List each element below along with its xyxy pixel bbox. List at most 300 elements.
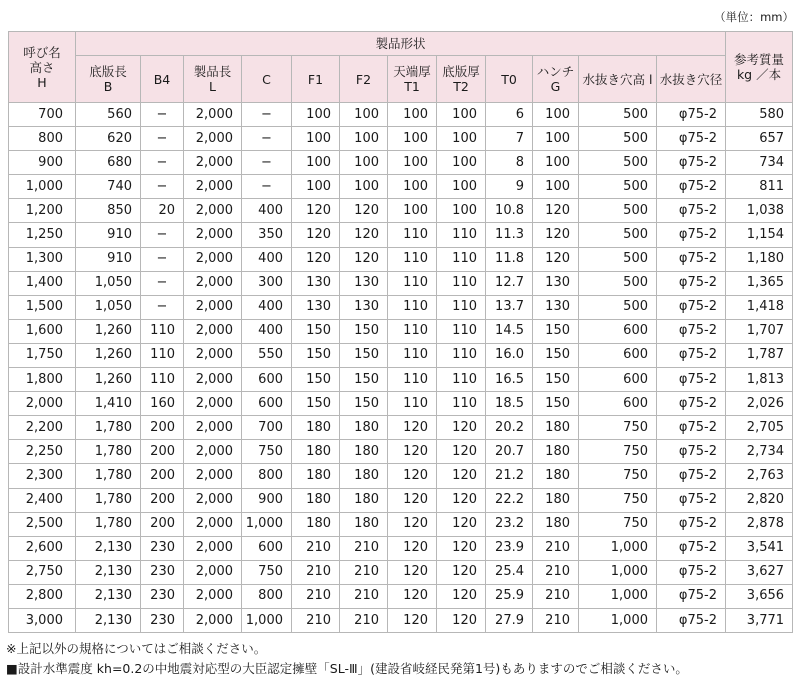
header-col: 製品長 L <box>184 56 242 103</box>
table-cell: 750 <box>579 464 657 488</box>
table-cell: 180 <box>533 488 579 512</box>
table-cell: 150 <box>340 392 388 416</box>
table-cell: φ75-2 <box>657 488 726 512</box>
table-cell: 230 <box>141 584 184 608</box>
table-cell: 120 <box>437 560 486 584</box>
table-cell: 180 <box>533 512 579 536</box>
table-cell: φ75-2 <box>657 416 726 440</box>
table-cell: 120 <box>437 440 486 464</box>
header-col: ハンチ G <box>533 56 579 103</box>
table-cell: 110 <box>388 368 437 392</box>
table-cell: 400 <box>242 247 292 271</box>
table-row <box>9 536 793 560</box>
table-cell: 2,400 <box>9 488 76 512</box>
table-cell: 100 <box>388 151 437 175</box>
table-cell: 2,705 <box>726 416 793 440</box>
table-cell: 210 <box>533 560 579 584</box>
table-cell: 2,000 <box>184 512 242 536</box>
table-cell: 2,130 <box>76 536 141 560</box>
table-cell: 910 <box>76 247 141 271</box>
table-cell: 180 <box>340 464 388 488</box>
table-cell: 110 <box>437 343 486 367</box>
table-cell: 100 <box>340 151 388 175</box>
table-cell: 1,707 <box>726 319 793 343</box>
table-cell: 1,050 <box>76 295 141 319</box>
table-cell: φ75-2 <box>657 127 726 151</box>
table-cell: 100 <box>340 103 388 127</box>
table-cell: 230 <box>141 608 184 632</box>
table-cell: 9 <box>486 175 533 199</box>
table-cell: 12.7 <box>486 271 533 295</box>
table-cell: 180 <box>340 440 388 464</box>
table-cell: 120 <box>388 584 437 608</box>
table-cell: 6 <box>486 103 533 127</box>
table-cell: 14.5 <box>486 319 533 343</box>
table-cell: 23.2 <box>486 512 533 536</box>
table-cell: 110 <box>437 392 486 416</box>
header-col: 水抜き穴径 <box>657 56 726 103</box>
table-cell: 2,000 <box>184 199 242 223</box>
table-cell: 110 <box>437 319 486 343</box>
table-cell: 800 <box>9 127 76 151</box>
table-cell: 657 <box>726 127 793 151</box>
table-cell: 1,180 <box>726 247 793 271</box>
table-cell: 150 <box>533 343 579 367</box>
table-cell: 1,038 <box>726 199 793 223</box>
table-cell: 2,130 <box>76 560 141 584</box>
table-row <box>9 271 793 295</box>
table-cell: 100 <box>292 103 340 127</box>
table-cell: 25.9 <box>486 584 533 608</box>
table-cell: 120 <box>533 247 579 271</box>
table-row <box>9 103 793 127</box>
table-cell: 550 <box>242 343 292 367</box>
table-cell: φ75-2 <box>657 368 726 392</box>
table-cell: 150 <box>533 392 579 416</box>
table-cell: 2,000 <box>184 127 242 151</box>
table-cell: 620 <box>76 127 141 151</box>
table-cell: 2,800 <box>9 584 76 608</box>
table-cell: 130 <box>533 295 579 319</box>
table-cell: 120 <box>437 488 486 512</box>
table-cell: 110 <box>437 223 486 247</box>
table-cell: 1,780 <box>76 464 141 488</box>
spec-table-body <box>9 103 793 633</box>
table-cell: φ75-2 <box>657 271 726 295</box>
table-cell: 100 <box>437 127 486 151</box>
table-row <box>9 175 793 199</box>
table-cell: 100 <box>437 199 486 223</box>
table-cell: 400 <box>242 199 292 223</box>
table-cell: 2,000 <box>184 536 242 560</box>
table-cell: 500 <box>579 175 657 199</box>
table-cell: 100 <box>533 175 579 199</box>
table-cell: 400 <box>242 319 292 343</box>
table-cell: − <box>242 175 292 199</box>
table-cell: 160 <box>141 392 184 416</box>
table-cell: 210 <box>340 608 388 632</box>
table-cell: 110 <box>388 271 437 295</box>
table-cell: 100 <box>388 175 437 199</box>
table-cell: 811 <box>726 175 793 199</box>
table-row <box>9 151 793 175</box>
table-cell: 120 <box>437 416 486 440</box>
table-cell: 110 <box>388 223 437 247</box>
table-cell: 600 <box>242 368 292 392</box>
table-cell: 120 <box>388 512 437 536</box>
table-cell: φ75-2 <box>657 464 726 488</box>
table-cell: 120 <box>388 488 437 512</box>
table-cell: − <box>141 175 184 199</box>
table-cell: 500 <box>579 295 657 319</box>
table-cell: 100 <box>340 175 388 199</box>
table-cell: 2,000 <box>184 464 242 488</box>
table-cell: 1,787 <box>726 343 793 367</box>
table-cell: 2,000 <box>184 151 242 175</box>
table-cell: 2,130 <box>76 584 141 608</box>
table-row <box>9 512 793 536</box>
table-cell: 180 <box>533 416 579 440</box>
table-cell: 120 <box>340 223 388 247</box>
header-col: F2 <box>340 56 388 103</box>
table-cell: 200 <box>141 464 184 488</box>
table-cell: 1,154 <box>726 223 793 247</box>
table-row <box>9 560 793 584</box>
table-cell: 400 <box>242 295 292 319</box>
table-row <box>9 127 793 151</box>
table-row <box>9 247 793 271</box>
table-cell: 2,000 <box>184 488 242 512</box>
table-cell: 8 <box>486 151 533 175</box>
table-cell: 210 <box>533 536 579 560</box>
table-cell: 1,780 <box>76 440 141 464</box>
footnote-line: ※上記以外の規格についてはご相談ください。 <box>6 641 267 656</box>
table-cell: 200 <box>141 488 184 512</box>
table-cell: 1,800 <box>9 368 76 392</box>
table-cell: 2,500 <box>9 512 76 536</box>
table-cell: 350 <box>242 223 292 247</box>
table-cell: 210 <box>533 608 579 632</box>
table-cell: 700 <box>242 416 292 440</box>
table-cell: 20.2 <box>486 416 533 440</box>
table-cell: 1,260 <box>76 343 141 367</box>
table-cell: 1,780 <box>76 416 141 440</box>
table-cell: 700 <box>9 103 76 127</box>
table-cell: 210 <box>292 584 340 608</box>
table-cell: 3,771 <box>726 608 793 632</box>
table-cell: − <box>242 127 292 151</box>
table-cell: 130 <box>292 295 340 319</box>
unit-label: （単位：mm） <box>714 10 794 24</box>
table-cell: 1,400 <box>9 271 76 295</box>
table-cell: 2,300 <box>9 464 76 488</box>
table-cell: 750 <box>242 440 292 464</box>
table-cell: 500 <box>579 103 657 127</box>
table-cell: 110 <box>388 319 437 343</box>
table-cell: 210 <box>340 584 388 608</box>
table-cell: 2,000 <box>184 608 242 632</box>
table-cell: 2,000 <box>184 295 242 319</box>
footnotes <box>6 639 688 679</box>
table-row <box>9 608 793 632</box>
table-cell: 500 <box>579 127 657 151</box>
table-cell: 110 <box>388 295 437 319</box>
table-cell: 2,000 <box>184 271 242 295</box>
table-cell: 150 <box>533 319 579 343</box>
table-cell: 3,656 <box>726 584 793 608</box>
table-cell: φ75-2 <box>657 560 726 584</box>
header-col: 底版長 B <box>76 56 141 103</box>
table-cell: 20.7 <box>486 440 533 464</box>
table-cell: 3,627 <box>726 560 793 584</box>
table-cell: − <box>242 103 292 127</box>
table-cell: 500 <box>579 247 657 271</box>
table-cell: 1,780 <box>76 488 141 512</box>
header-col: F1 <box>292 56 340 103</box>
table-cell: 130 <box>340 271 388 295</box>
table-cell: 110 <box>437 271 486 295</box>
table-cell: 600 <box>579 392 657 416</box>
table-cell: 110 <box>437 247 486 271</box>
table-cell: 2,000 <box>184 343 242 367</box>
table-cell: 180 <box>340 416 388 440</box>
table-cell: 2,000 <box>184 247 242 271</box>
table-cell: 21.2 <box>486 464 533 488</box>
table-row <box>9 416 793 440</box>
table-cell: 1,000 <box>579 560 657 584</box>
table-cell: 120 <box>437 464 486 488</box>
table-cell: 110 <box>388 392 437 416</box>
header-group-shape: 製品形状 <box>76 32 726 56</box>
table-cell: 150 <box>292 392 340 416</box>
table-cell: 680 <box>76 151 141 175</box>
table-cell: 900 <box>242 488 292 512</box>
table-cell: 200 <box>141 416 184 440</box>
table-cell: 2,000 <box>184 319 242 343</box>
table-row <box>9 319 793 343</box>
table-cell: 120 <box>340 247 388 271</box>
table-cell: 110 <box>437 368 486 392</box>
table-cell: 120 <box>437 584 486 608</box>
table-cell: 100 <box>437 151 486 175</box>
table-cell: 2,750 <box>9 560 76 584</box>
table-cell: 200 <box>141 512 184 536</box>
table-cell: 1,780 <box>76 512 141 536</box>
table-cell: 16.0 <box>486 343 533 367</box>
table-cell: 130 <box>533 271 579 295</box>
table-cell: 1,365 <box>726 271 793 295</box>
table-cell: 210 <box>340 560 388 584</box>
table-cell: 1,050 <box>76 271 141 295</box>
table-cell: φ75-2 <box>657 608 726 632</box>
table-cell: φ75-2 <box>657 151 726 175</box>
table-cell: 500 <box>579 199 657 223</box>
table-row <box>9 584 793 608</box>
table-cell: 100 <box>388 199 437 223</box>
table-cell: 120 <box>388 416 437 440</box>
table-cell: 110 <box>141 319 184 343</box>
table-cell: 110 <box>388 343 437 367</box>
table-cell: 100 <box>340 127 388 151</box>
table-cell: 1,200 <box>9 199 76 223</box>
table-cell: 2,000 <box>184 392 242 416</box>
table-cell: − <box>141 127 184 151</box>
table-cell: 910 <box>76 223 141 247</box>
header-col: B4 <box>141 56 184 103</box>
table-cell: φ75-2 <box>657 295 726 319</box>
table-cell: 2,600 <box>9 536 76 560</box>
table-cell: − <box>141 295 184 319</box>
table-cell: 210 <box>292 536 340 560</box>
table-cell: 130 <box>340 295 388 319</box>
table-cell: 750 <box>579 440 657 464</box>
table-cell: 10.8 <box>486 199 533 223</box>
table-cell: 2,000 <box>184 584 242 608</box>
table-cell: 130 <box>292 271 340 295</box>
table-cell: 1,750 <box>9 343 76 367</box>
table-cell: 100 <box>533 127 579 151</box>
table-cell: φ75-2 <box>657 199 726 223</box>
table-cell: 150 <box>340 343 388 367</box>
table-cell: 11.8 <box>486 247 533 271</box>
table-cell: 750 <box>242 560 292 584</box>
table-cell: 180 <box>292 416 340 440</box>
table-cell: 210 <box>292 608 340 632</box>
table-cell: 11.3 <box>486 223 533 247</box>
table-cell: 150 <box>533 368 579 392</box>
table-cell: 1,260 <box>76 319 141 343</box>
header-col: C <box>242 56 292 103</box>
table-cell: 800 <box>242 464 292 488</box>
table-cell: 1,813 <box>726 368 793 392</box>
table-cell: 150 <box>292 319 340 343</box>
table-cell: 2,000 <box>184 560 242 584</box>
table-row <box>9 199 793 223</box>
table-cell: 180 <box>340 512 388 536</box>
header-col: 水抜き穴高 l <box>579 56 657 103</box>
table-cell: 1,418 <box>726 295 793 319</box>
table-cell: 18.5 <box>486 392 533 416</box>
table-cell: 27.9 <box>486 608 533 632</box>
table-cell: 1,260 <box>76 368 141 392</box>
table-cell: 750 <box>579 416 657 440</box>
table-cell: 100 <box>437 103 486 127</box>
table-cell: 500 <box>579 151 657 175</box>
table-cell: 100 <box>292 127 340 151</box>
table-cell: φ75-2 <box>657 319 726 343</box>
table-cell: 2,250 <box>9 440 76 464</box>
header-col: 天端厚 T1 <box>388 56 437 103</box>
table-cell: 1,500 <box>9 295 76 319</box>
table-cell: 100 <box>533 151 579 175</box>
table-cell: φ75-2 <box>657 440 726 464</box>
table-cell: 2,000 <box>184 103 242 127</box>
table-cell: φ75-2 <box>657 584 726 608</box>
table-cell: 110 <box>437 295 486 319</box>
table-cell: 20 <box>141 199 184 223</box>
table-cell: 100 <box>437 175 486 199</box>
table-cell: φ75-2 <box>657 247 726 271</box>
table-cell: 230 <box>141 536 184 560</box>
table-cell: 100 <box>533 103 579 127</box>
table-cell: φ75-2 <box>657 223 726 247</box>
table-cell: 100 <box>292 151 340 175</box>
table-cell: − <box>141 247 184 271</box>
table-cell: 210 <box>340 536 388 560</box>
table-cell: 120 <box>437 608 486 632</box>
table-cell: − <box>141 151 184 175</box>
table-cell: 120 <box>437 512 486 536</box>
table-cell: 3,541 <box>726 536 793 560</box>
table-cell: 300 <box>242 271 292 295</box>
header-col: 底版厚 T2 <box>437 56 486 103</box>
table-cell: 25.4 <box>486 560 533 584</box>
table-cell: 120 <box>388 464 437 488</box>
table-cell: 120 <box>388 608 437 632</box>
table-cell: 750 <box>579 488 657 512</box>
table-cell: 600 <box>579 343 657 367</box>
table-cell: 120 <box>388 440 437 464</box>
table-cell: 2,000 <box>184 440 242 464</box>
header-name-height: 呼び名 高さ H <box>9 32 76 103</box>
table-cell: 2,000 <box>184 175 242 199</box>
table-cell: 3,000 <box>9 608 76 632</box>
table-cell: 23.9 <box>486 536 533 560</box>
table-cell: − <box>141 223 184 247</box>
table-cell: φ75-2 <box>657 103 726 127</box>
table-cell: 600 <box>579 368 657 392</box>
table-cell: 900 <box>9 151 76 175</box>
table-cell: 120 <box>533 223 579 247</box>
table-cell: 2,878 <box>726 512 793 536</box>
table-cell: 180 <box>533 464 579 488</box>
table-cell: 2,734 <box>726 440 793 464</box>
table-cell: 200 <box>141 440 184 464</box>
table-cell: 1,000 <box>9 175 76 199</box>
table-cell: 180 <box>292 440 340 464</box>
table-cell: φ75-2 <box>657 536 726 560</box>
table-cell: 100 <box>388 127 437 151</box>
header-mass: 参考質量 kg ／本 <box>726 32 793 103</box>
table-cell: 100 <box>388 103 437 127</box>
table-cell: 600 <box>242 392 292 416</box>
table-cell: 750 <box>579 512 657 536</box>
table-cell: 150 <box>340 368 388 392</box>
table-cell: 120 <box>437 536 486 560</box>
table-cell: 210 <box>533 584 579 608</box>
table-cell: 2,000 <box>184 223 242 247</box>
table-cell: 800 <box>242 584 292 608</box>
table-cell: − <box>242 151 292 175</box>
table-cell: 230 <box>141 560 184 584</box>
table-row <box>9 343 793 367</box>
table-cell: 2,200 <box>9 416 76 440</box>
table-cell: 120 <box>533 199 579 223</box>
table-cell: 2,130 <box>76 608 141 632</box>
table-cell: 500 <box>579 223 657 247</box>
table-cell: 2,000 <box>184 416 242 440</box>
table-cell: − <box>141 271 184 295</box>
table-cell: 600 <box>242 536 292 560</box>
table-cell: 1,000 <box>579 536 657 560</box>
table-cell: 180 <box>340 488 388 512</box>
table-cell: 600 <box>579 319 657 343</box>
table-cell: 22.2 <box>486 488 533 512</box>
table-cell: 120 <box>292 223 340 247</box>
table-cell: φ75-2 <box>657 175 726 199</box>
table-cell: 1,250 <box>9 223 76 247</box>
table-cell: 120 <box>388 560 437 584</box>
